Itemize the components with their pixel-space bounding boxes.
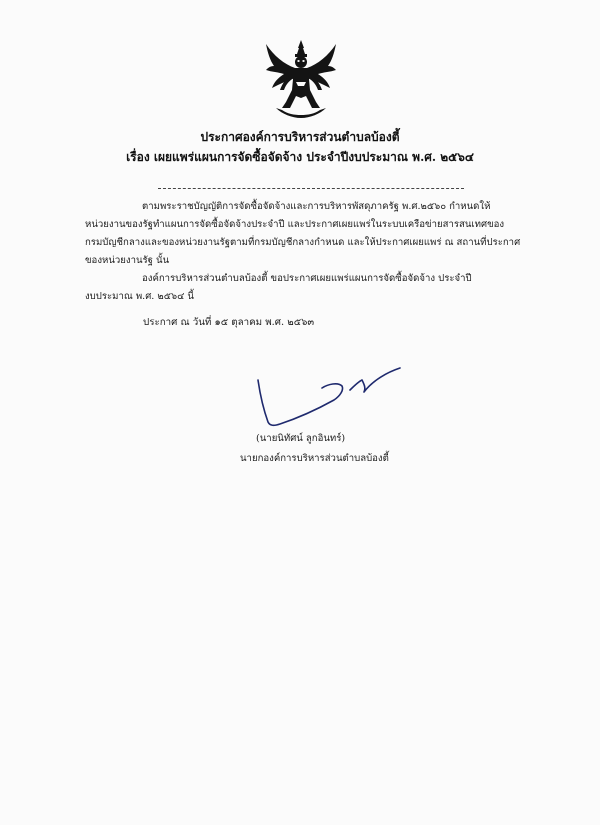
announcement-title: ประกาศองค์การบริหารส่วนตำบลบ้องตี้ [200,130,400,144]
announcement-subject: เรื่อง เผยแพร่แผนการจัดซื้อจัดจ้าง ประจำปีงบประมาณ พ.ศ. ๒๕๖๔ [126,150,474,164]
paragraph-2 [85,270,545,306]
signatory-name: (นายนิทัศน์ ลูกอินทร์) [256,433,346,444]
signatory-position: นายกองค์การบริหารส่วนตำบลบ้องตี้ [240,453,389,464]
garuda-emblem-icon [262,38,340,120]
paragraph-line: องค์การบริหารส่วนตำบลบ้องตี้ ขอประกาศเผยแพร่แผนการจัดซื้อจัดจ้าง ประจำปี [142,273,472,284]
paragraph-line: กรมบัญชีกลางและของหน่วยงานรัฐตามที่กรมบัญชีกลางกำหนด และให้ประกาศเผยแพร่ ณ สถานที่ประกาศ [85,237,521,248]
paragraph-line: ของหน่วยงานรัฐ นั้น [85,255,170,266]
handwritten-signature [250,360,410,440]
paragraph-1 [85,198,545,270]
announcement-date: ประกาศ ณ วันที่ ๑๕ ตุลาคม พ.ศ. ๒๕๖๓ [143,317,315,328]
paragraph-line: หน่วยงานของรัฐทำแผนการจัดซื้อจัดจ้างประจำปี และประกาศเผยแพร่ในระบบเครือข่ายสารสนเทศของ [85,219,505,230]
divider [158,188,464,189]
paragraph-line: ตามพระราชบัญญัติการจัดซื้อจัดจ้างและการบริหารพัสดุภาครัฐ พ.ศ.๒๕๖๐ กำหนดให้ [142,201,491,212]
paragraph-line: งบประมาณ พ.ศ. ๒๕๖๔ นี้ [85,291,194,302]
